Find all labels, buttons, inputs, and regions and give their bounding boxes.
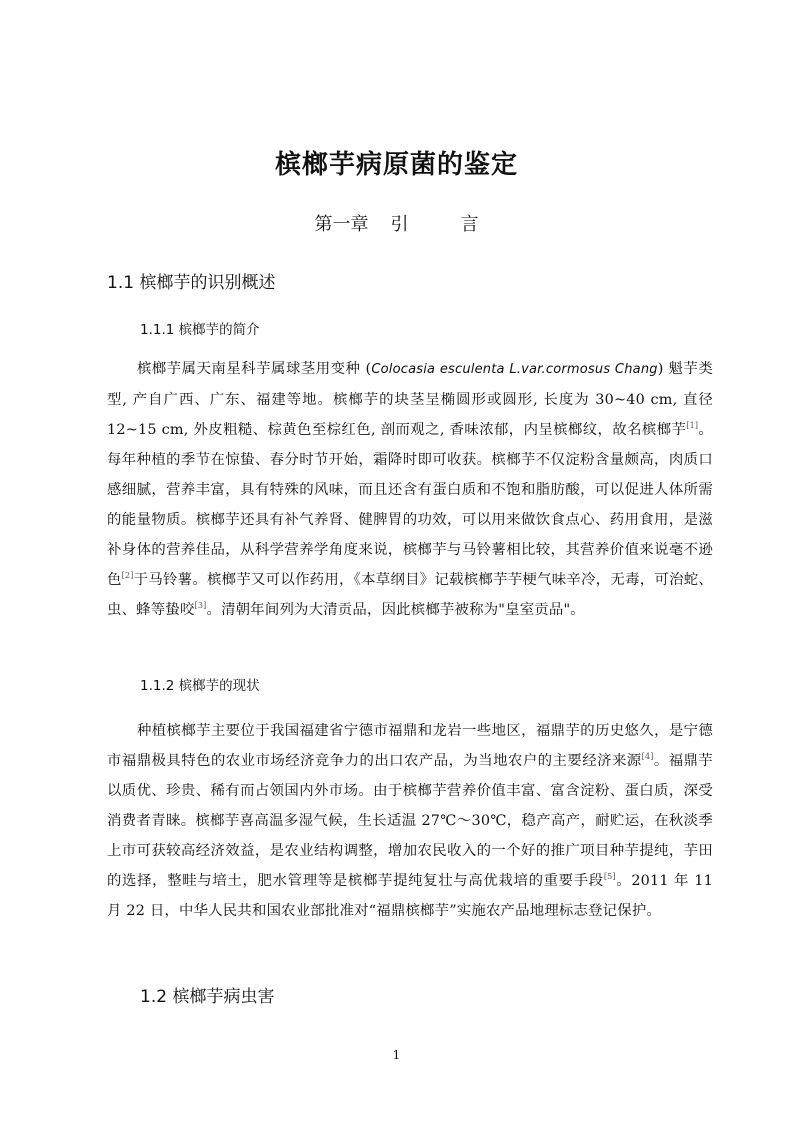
paragraph-status <box>107 716 713 926</box>
subsection-heading-1-1-2: 1.1.2 槟榔芋的现状 <box>140 678 260 694</box>
page-number: 1 <box>392 1048 401 1062</box>
citation-2: [2] <box>121 571 134 580</box>
para1-text-e: 。清朝年间列为大清贡品，因此槟榔芋被称为"皇室贡品"。 <box>206 602 585 618</box>
subsection-heading-1-1-1: 1.1.1 槟榔芋的简介 <box>140 322 260 338</box>
citation-5: [5] <box>603 872 616 881</box>
chapter-heading <box>0 210 793 236</box>
para1-text-c: 。每年种植的季节在惊蛰、春分时节开始，霜降时即可收获。槟榔芋不仅淀粉含量颇高，肉质口感细腻，营养丰富，具有特殊的风味，而且还含有蛋白质和不饱和脂肪酸，可以促进人体所需的能量物质。槟榔芋还具有补气养肾、健脾胃的功效，可以用来做饮食点心、药用食用，是滋补身体的营养佳品，从科学营养学角度来说，槟榔芋与马铃薯相比较，其营养价值来说毫不逊色 <box>107 422 714 588</box>
chapter-char-2: 言 <box>460 214 479 235</box>
citation-3: [3] <box>194 601 207 610</box>
paper-title: 槟榔芋病原菌的鉴定 <box>274 150 518 180</box>
section-heading-1-1: 1.1 槟榔芋的识别概述 <box>107 273 276 293</box>
citation-1: [1] <box>686 421 699 430</box>
citation-4: [4] <box>641 752 654 761</box>
chapter-char-1: 引 <box>390 214 409 235</box>
paragraph-intro <box>107 354 713 625</box>
section-heading-1-2: 1.2 槟榔芋病虫害 <box>140 987 275 1007</box>
para1-text-a: 槟榔芋属天南星科芋属球茎用变种 ( <box>137 361 372 377</box>
para1-text-b: ) 魁芋类型, 产自广西、广东、福建等地。槟榔芋的块茎呈椭圆形或圆形, 长度为 30~40 cm, 直径 12~15 cm, 外皮粗糙、棕黄色至棕红色, 剖而观之, 香味浓郁，内呈槟榔纹，故名槟榔芋 <box>107 361 713 438</box>
para1-text-d: 于马铃薯。槟榔芋又可以作药用，《本草纲目》记载槟榔芋芋梗气味辛冷，无毒，可治蛇、虫、蜂等蛰咬 <box>107 572 713 618</box>
para2-text-a: 种植槟榔芋主要位于我国福建省宁德市福鼎和龙岩一些地区，福鼎芋的历史悠久，是宁德市福鼎极具特色的农业市场经济竞争力的出口农产品，为当地农户的主要经济来源 <box>107 723 713 769</box>
para2-text-c: 。2011 年 11 月 22 日，中华人民共和国农业部批准对“福鼎槟榔芋”实施农产品地理标志登记保护。 <box>107 873 713 919</box>
para2-text-b: 。福鼎芋以质优、珍贵、稀有而占领国内外市场。由于槟榔芋营养价值丰富、富含淀粉、蛋白质，深受消费者青睐。槟榔芋喜高温多湿气候，生长适温 27℃～30℃，稳产高产，耐贮运，在秋淡季上市可获较高经济效益，是农业结构调整，增加农民收入的一个好的推广项目种芋提纯，芋田的选择，整畦与培土，肥水管理等是槟榔芋提纯复壮与高优栽培的重要手段 <box>107 753 713 889</box>
scientific-name: Colocasia esculenta L.var.cormosus Chang <box>371 362 658 377</box>
chapter-label: 第一章 <box>314 214 369 235</box>
